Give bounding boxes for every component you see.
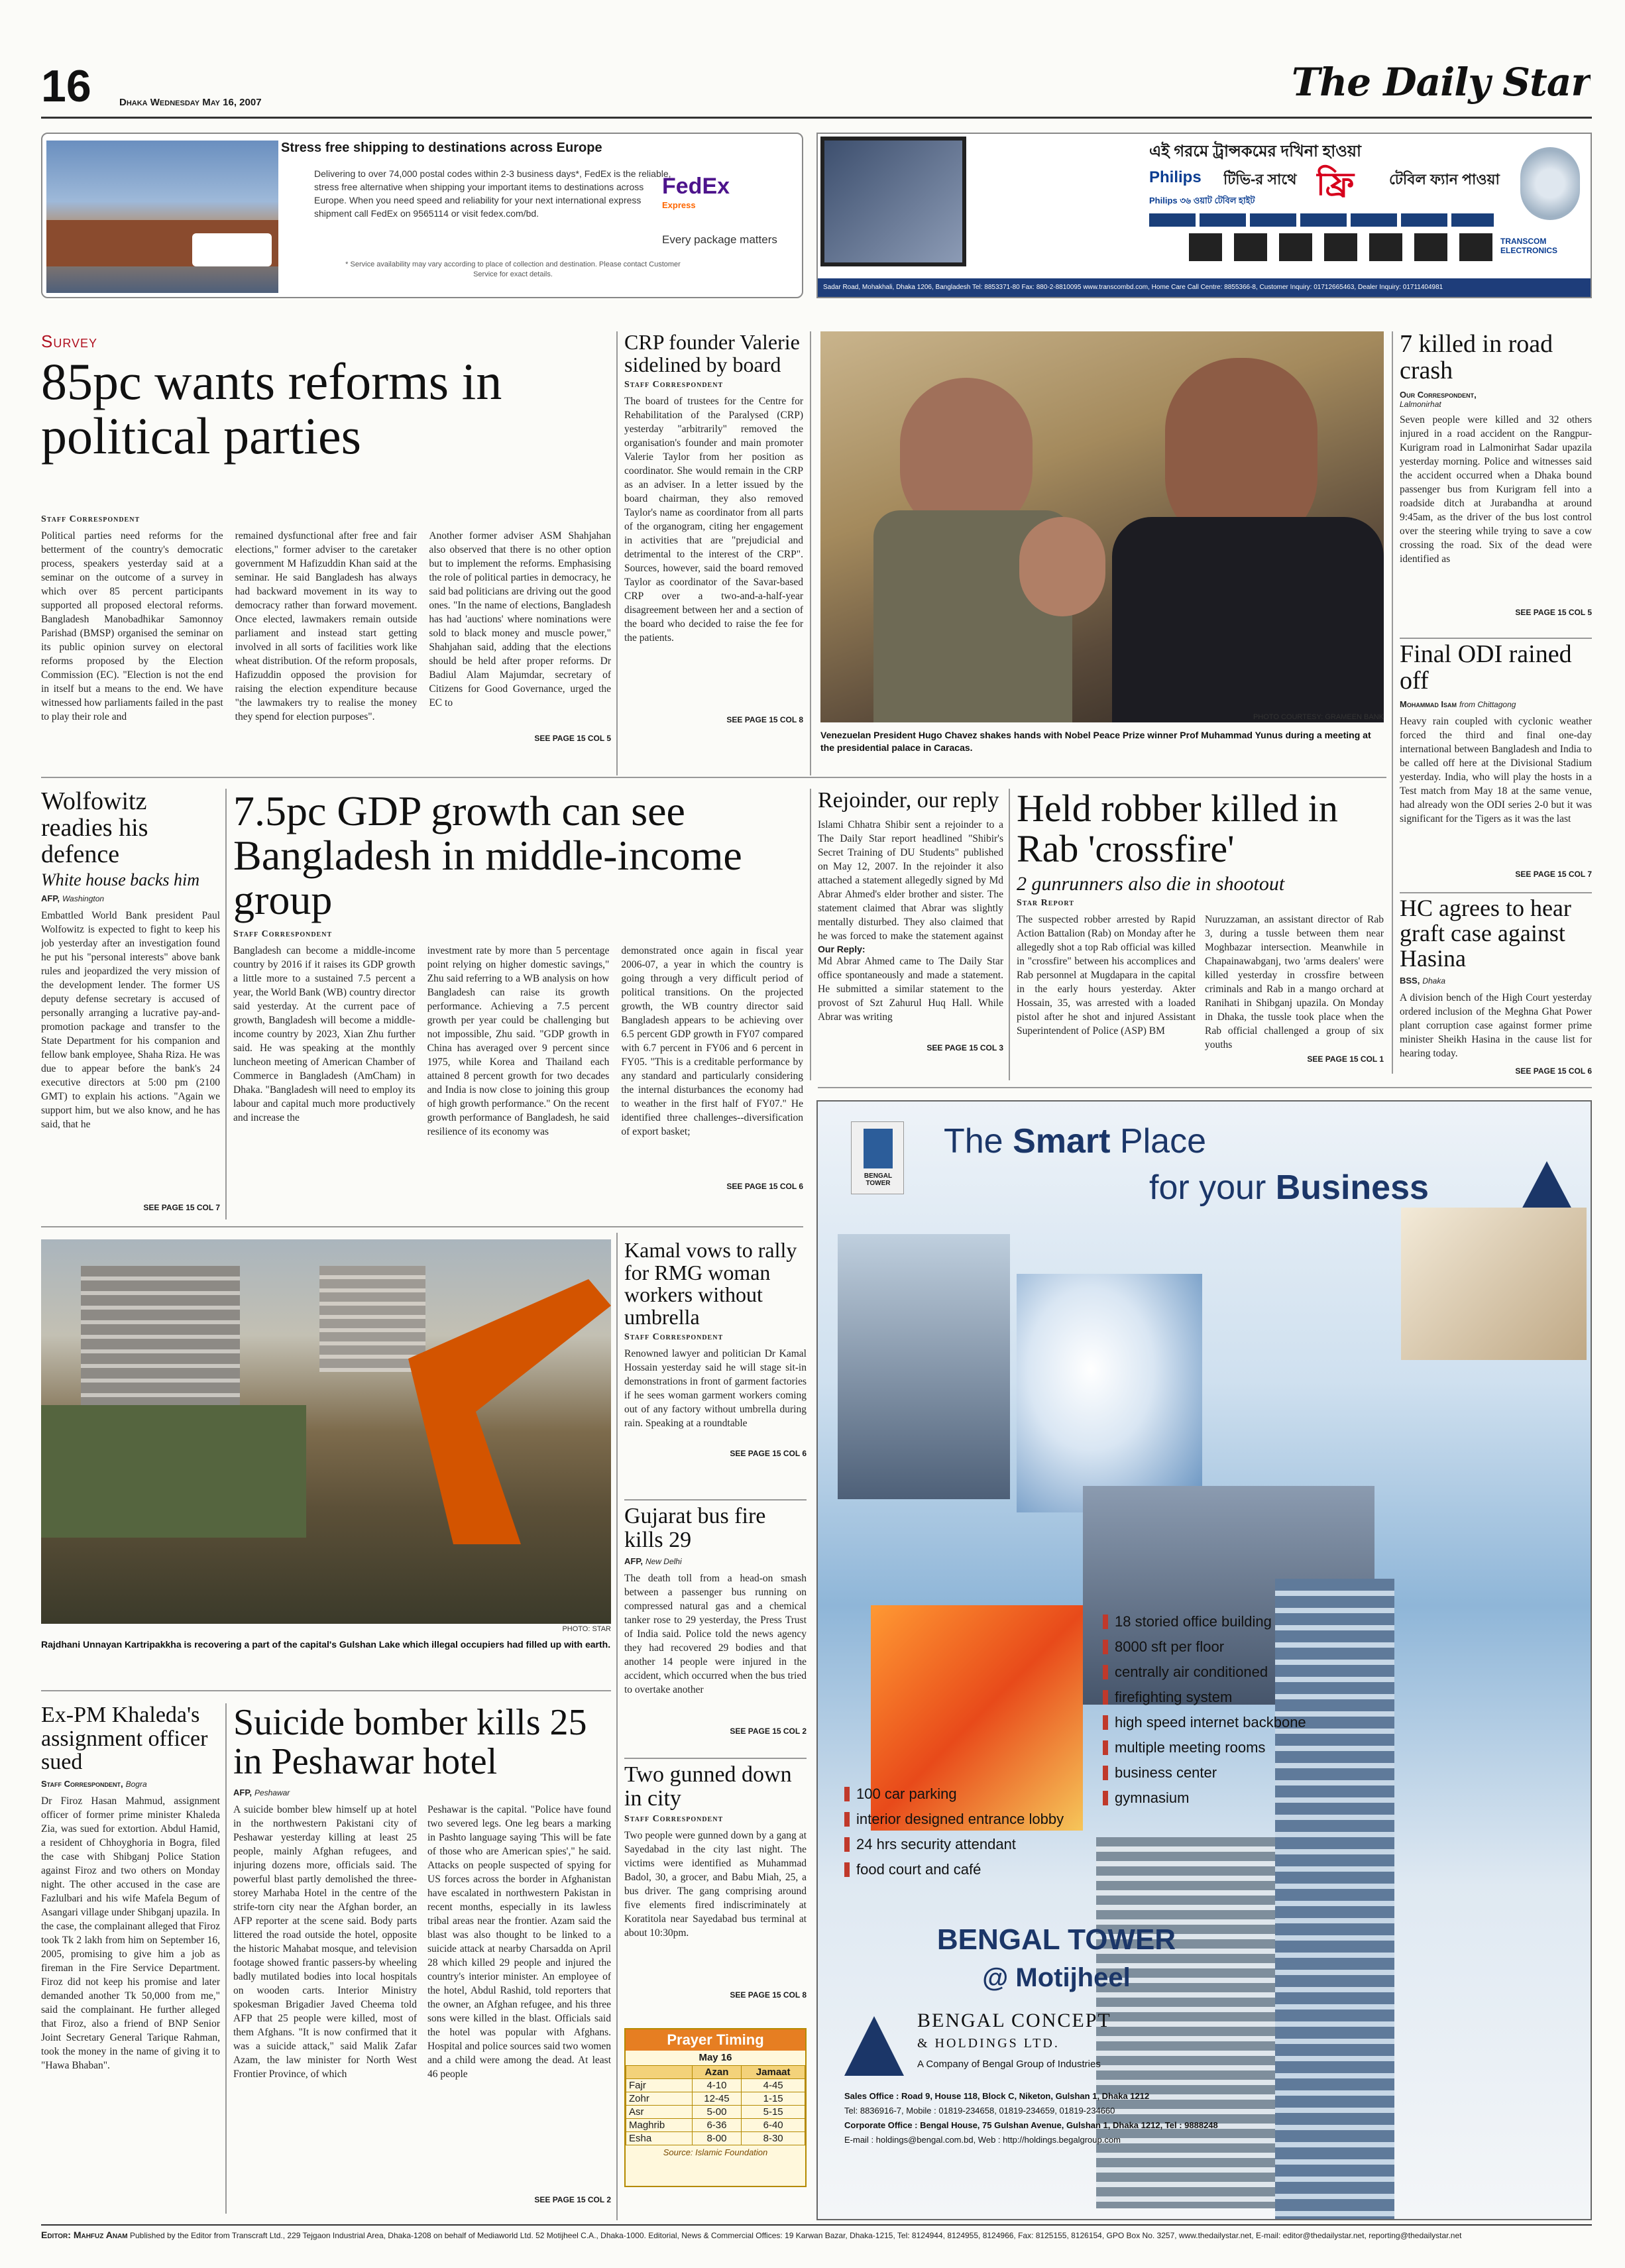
continued-link[interactable]: SEE PAGE 15 COL 8	[726, 715, 803, 725]
story-body: Dr Firoz Hasan Mahmud, assignment officer of former prime minister Khaleda Zia, was sued for extortion. Abdul Hamid, a resident of Chhoyghoria in Bogra, filed the case with Shibganj Police Station against Firoz and two others on Monday night. The other accused in the case are Fazlulbari and his wife Mafela Begum of Asangari village under Shibganj upazila. In the case, the complainant alleged that Firoz took Tk 2 lakh from him on September 16, 2005, promising to give him a job as fireman in the Fire Service Department. Firoz did not keep his promise and later demanded another Tk 50,000 from me," said the complainant. He further alleged that Firoz, also a friend of BNP Senior Joint Secretary General Tarique Rahman, took the money in the name of giving it to "Hawa Bhaban".	[41, 1795, 220, 2072]
story-headline[interactable]: Rejoinder, our reply	[818, 789, 999, 813]
story-dateline: Lalmonirhat	[1400, 399, 1441, 409]
suicide-story	[233, 1703, 611, 2214]
ad-features-left: 100 car parking interior designed entrance lobby 24 hrs security attendant food court and café	[844, 1778, 1123, 1910]
story-headline[interactable]: Ex-PM Khaleda's assignment officer sued	[41, 1703, 208, 1775]
story-byline: Our Correspondent,	[1400, 389, 1477, 400]
philips-logo: Philips	[1149, 168, 1202, 186]
prayer-date: May 16	[699, 2052, 732, 2063]
fedex-ad-photo	[46, 141, 278, 293]
story-dateline: Washington	[62, 893, 105, 903]
story-column: remained dysfunctional after free and fair elections," former adviser to the caretaker government M Hafizuddin Khan said at the seminar. He said Bangladesh has always had backward movement in its way to democracy rather than forward movement. Once elected, lawmakers remain outside parliament and instead start getting involved in all sorts of facilities work like wheat distribution. Of the reform proposals, Hafizuddin opposed the provision for raising the election expenditure because "the lawmakers try to realise the money they spend for election purposes".	[235, 530, 418, 722]
story-kicker: Survey	[41, 331, 98, 351]
chavez-yunus-photo	[820, 331, 1384, 722]
kamal-story	[624, 1239, 807, 1498]
story-byline: AFP,	[41, 893, 60, 903]
ad-company: BENGAL CONCEPT	[917, 2010, 1111, 2031]
fedex-ad-title: Stress free shipping to destinations across Europe	[281, 141, 602, 155]
photo-credit: PHOTO: STAR	[562, 1625, 611, 1633]
crash-story	[1400, 331, 1592, 636]
continued-link[interactable]: SEE PAGE 15 COL 5	[534, 734, 611, 743]
paper-name[interactable]: The Daily Star	[1291, 60, 1591, 105]
fedex-tagline: Every package matters	[662, 233, 777, 246]
gulshan-lake-photo	[41, 1239, 611, 1624]
prayer-title: Prayer Timing	[626, 2029, 805, 2051]
story-headline[interactable]: 7.5pc GDP growth can see Bangladesh in middle-income group	[233, 789, 742, 924]
crp-story	[624, 331, 803, 775]
story-column: Political parties need reforms for the betterment of the country's democratic process, speakers yesterday said at a seminar on the outcome of a survey in which over 85 percent participants supported all proposed electoral reforms. Bangladesh Manobadhikar Samonnoy Parishad (BMSP) organised the seminar on its public opinion survey on electoral reforms proposed by the Election Commission (EC). "Election is not the end in itself but a means to the end. We have witnessed how parliaments failed in the past to play their role and	[41, 530, 223, 722]
story-body: Heavy rain coupled with cyclonic weather forced the third and final one-day international between Bangladesh and India to be called off here at the Divisional Stadium yesterday. India, who will play the hosts in a Test match from May 18 at the same venue, had already won the ODI series 2-0 but it was significant for the Tigers as it was the last	[1400, 715, 1592, 824]
continued-link[interactable]: SEE PAGE 15 COL 3	[926, 1043, 1003, 1052]
bengal-tower-logo: BENGAL TOWER	[851, 1121, 904, 1194]
photo-credit: PHOTO COURTESY: GRAMEEN BANK	[1253, 713, 1384, 721]
story-byline: AFP,	[233, 1787, 252, 1797]
story-body: Islami Chhatra Shibir sent a rejoinder to a The Daily Star report headlined "Shibir's Secret Training of DU Students" published on May 12, 2007. In the rejoinder it also attached a statement allegedly signed by Md Abrar Ahmed's elder brother and sister. The statement claimed that Abrar was slightly mentally disturbed. They also claimed that he was forced to make the statement against	[818, 819, 1003, 942]
continued-link[interactable]: SEE PAGE 15 COL 5	[1515, 607, 1592, 617]
hc-story	[1400, 896, 1592, 1075]
fedex-ad-note: * Service availability may vary according to place of collection and destination. Please contact Customer Service for exact details.	[345, 260, 681, 278]
continued-link[interactable]: SEE PAGE 15 COL 6	[1515, 1066, 1592, 1075]
table-row: Zohr 12-45 1-15	[626, 2092, 805, 2106]
transcom-address: Sadar Road, Mohakhali, Dhaka 1206, Bangladesh Tel: 8853371-80 Fax: 880-2-8810095 www.transcombd.com, Home Care Call Centre: 8855366-8, Customer Inquiry: 01712665463, Dealer Inquiry: 01711404981	[818, 278, 1591, 297]
continued-link[interactable]: SEE PAGE 15 COL 6	[726, 1181, 803, 1191]
story-headline[interactable]: Final ODI rained off	[1400, 642, 1572, 695]
story-body: Renowned lawyer and politician Dr Kamal Hossain yesterday said he will stage sit-in demonstrations in front of garment factories if he sees woman garment workers coming out of any factory without umbrella during rain. Speaking at a roundtable	[624, 1348, 807, 1430]
photo-caption: Rajdhani Unnayan Kartripakkha is recovering a part of the capital's Gulshan Lake which illegal occupiers had filled up with earth.	[41, 1639, 611, 1650]
ad-features-right: 18 storied office building 8000 sft per floor centrally air conditioned firefighting system high speed internet backbone multiple meeting rooms business center gymnasium	[1103, 1605, 1328, 1850]
prayer-timing-box	[624, 2028, 807, 2187]
story-headline[interactable]: Two gunned down in city	[624, 1763, 792, 1811]
story-headline[interactable]: Kamal vows to rally for RMG woman workers without umbrella	[624, 1239, 797, 1329]
philips-line3: টেবিল ফ্যান পাওয়া	[1389, 171, 1500, 188]
story-byline: Staff Correspondent	[624, 1814, 724, 1825]
philips-free: ফ্রি	[1316, 167, 1355, 198]
ad-company-sub: & HOLDINGS LTD.	[917, 2036, 1060, 2051]
ad-tower-name: BENGAL TOWER	[936, 1923, 1176, 1956]
table-row: Fajr 4-10 4-45	[626, 2079, 805, 2092]
odi-story	[1400, 642, 1592, 893]
story-headline[interactable]: CRP founder Valerie sidelined by board	[624, 331, 800, 376]
story-dateline: New Delhi	[645, 1557, 682, 1567]
gunned-story	[624, 1763, 807, 2021]
story-byline: Staff Correspondent	[624, 1332, 724, 1343]
footer-imprint	[41, 2230, 1592, 2245]
story-body: Two people were gunned down by a gang at Sayedabad in the city last night. The victims were identified as Muhammad Badol, 30, a grocer, and Babu Miah, 25, a bus driver. The gang comprising around five elements fired indiscriminately at Koratitola near Sayedabad bus terminal at about 10:30pm.	[624, 1830, 807, 1939]
tv-icon	[820, 137, 966, 266]
robber-story	[1017, 789, 1388, 1080]
story-body: The death toll from a head-on smash between a passenger bus running on compressed natural gas and a chemical tanker rose to 29 yesterday, the Press Trust of India said. Police told the news agency they had recovered 29 bodies and that another 14 people were injured in the accident, which occurred when the bus tried to overtake another	[624, 1573, 807, 1696]
fedex-logo: FedEx	[662, 174, 730, 199]
ad-location: @ Motijheel	[982, 1963, 1131, 1992]
story-byline: AFP,	[624, 1556, 643, 1567]
story-body: Embattled World Bank president Paul Wolfowitz is expected to fight to keep his job yesterday after an investigation found he put his "personal interests" above bank rules and jeopardized the very mission of the development lender. The former US deputy defense secretary is accused of personally arranging a lucrative pay-and-promotion package and transfer to the State Department for his companion and fellow bank employee, Shaha Riza. He was due to appear before the bank's 24 executive directors at 5:00 pm (2100 GMT) to explain his actions. "Again we support him, but we also know, and he has said, that he	[41, 909, 220, 1130]
story-byline: Staff Correspondent	[41, 514, 140, 524]
ad-headline-1: The Smart Place	[944, 1122, 1206, 1161]
story-byline: Star Report	[1017, 898, 1074, 909]
tv-strip	[1149, 213, 1494, 227]
story-headline[interactable]: Wolfowitz readies his defence	[41, 789, 148, 868]
story-body: The board of trustees for the Centre for Rehabilitation of the Paralysed (CRP) yesterday "arbitrarily" removed the organisation's founder and main promoter Valerie Taylor from her position as coordinator. She would remain in the CRP as an adviser. In a letter issued by the board chairman, they also removed Taylor's name as coordinator from all parts of the organogram, citing her engagement in activities that are "prejudicial and detrimental to the interest of the CRP". Sources, however, said the board removed Taylor as coordinator of the Savar-based CRP over a two-and-a-half-year disagreement between her and a section of the board who decided to raise the fee for the patients.	[624, 396, 803, 644]
ad-photo-sky	[1017, 1274, 1202, 1512]
fedex-logo-sub: Express	[662, 200, 696, 210]
ad-photo-office	[838, 1234, 1010, 1499]
story-column: Another former adviser ASM Shahjahan also observed that there is no other option but to implement the reforms. Emphasising the role of political parties in democracy, he said bad politicians are driving out the good ones. "In the name of elections, Bangladesh has had 'auctions' where nominations were sold to black money and muscle power," Shahjahan said, adding that the elections should be held after proper reforms. Dr Badiul Alam Majumdar, secretary of Citizens for Good Governance, urged the EC to	[429, 530, 611, 709]
page-number: 16	[41, 62, 91, 110]
table-row: Maghrib 6-36 6-40	[626, 2119, 805, 2132]
rejoinder-story	[818, 789, 1003, 1080]
story-headline[interactable]: Suicide bomber kills 25 in Peshawar hotel	[233, 1703, 587, 1782]
footer-editor: Editor: Mahfuz Anam	[41, 2230, 128, 2240]
story-headline[interactable]: HC agrees to hear graft case against Hasina	[1400, 896, 1571, 972]
story-headline[interactable]: 85pc wants reforms in political parties	[41, 353, 502, 465]
story-dateline: from Chittagong	[1459, 699, 1516, 709]
truck-icon	[192, 233, 272, 266]
story-body: Md Abrar Ahmed came to The Daily Star office spontaneously and made a statement. He submitted a similar statement to the provost of Szt Zahurul Huq Hall. While Abrar was writing	[818, 955, 1003, 1023]
story-column: Nuruzzaman, an assistant director of Rab 3, during a tussle between them near Moghbazar intersection. Meanwhile in Chapainawabganj, two 'arms dealers' were killed yesterday in crossfire between criminals and Rab in a mango orchard at Ranihati in Shibganj upazila. On Monday in Dhaka, the tussle took place when the Rab official challenged a group of six youths	[1205, 914, 1384, 1051]
continued-link[interactable]: SEE PAGE 15 COL 7	[143, 1202, 220, 1212]
dateline: Dhaka Wednesday May 16, 2007	[119, 97, 262, 108]
story-byline: Mohammad Isam	[1400, 699, 1457, 709]
prayer-source: Source: Islamic Foundation	[663, 2147, 768, 2157]
fan-icon	[1520, 147, 1580, 220]
story-column: Peshawar is the capital. "Police have found two severed legs. One leg bears a marking in Pashto language saying 'This will be fate of those who are American spies'," he said. Attacks on people suspected of spying for US forces across the border in Afghanistan have escalated in northwestern Pakistan in recent months, especially in its lawless tribal areas near the frontier. Azam said the blast was also thought to be linked to a suicide attack at nearby Charsadda on April 28 which killed 29 people and injured the country's interior minister. An employee of the hotel, Abdul Rashid, told reporters that the owner, an Afghan refugee, and his three sons were killed in the blast. Officials said the hotel was popular with Afghans. Hospital and police sources said two women and a child were among the dead. At least 46 people	[427, 1803, 611, 2080]
continued-link[interactable]: SEE PAGE 15 COL 1	[1307, 1054, 1384, 1064]
story-body: A division bench of the High Court yesterday ordered inclusion of the Meghna Ghat Power plant corruption case against former prime minister Sheikh Hasina in the cause list for hearing today.	[1400, 992, 1592, 1060]
story-headline[interactable]: Held robber killed in Rab 'crossfire'	[1017, 789, 1338, 870]
bengal-tower-ad[interactable]	[816, 1100, 1592, 2220]
philips-small: Philips ৩৬ ওয়াট টেবিল হাইট	[1149, 196, 1255, 205]
transcom-logo: TRANSCOM ELECTRONICS	[1500, 237, 1558, 255]
story-column: demonstrated once again in fiscal year 2006-07, a year in which the country is going through a very difficult period of political transitions. On the projected growth, the WB country director said Bangladesh appears to be achieving over 6.5 percent GDP growth in FY07 compared with 6.7 percent in FY06 and 6 percent in FY05. "This is a creditable performance by any standard and particularly considering the internal disturbances the economy had to weather in the first half of FY07." He identified three challenges--diversification of export basket;	[621, 944, 803, 1137]
footer-text: Published by the Editor from Transcraft Ltd., 229 Tejgaon Industrial Area, Dhaka-1208 on behalf of Mediaworld Ltd. 52 Motijheel C.A., Dhaka-1000. Editorial, News & Commercial Offices: 19 Karwan Bazar, Dhaka-1215, Tel: 8124944, 8124955, 8124966, Fax: 8125155, 8126154, GPO Box No. 3257, www.thedailystar.net, E-mail: editor@thedailystar.net, reporting@thedailystar.net	[129, 2231, 1462, 2240]
story-byline: BSS,	[1400, 976, 1420, 986]
ad-headline-2: for your Business	[1149, 1168, 1429, 1207]
survey-body	[41, 510, 611, 762]
story-column: The suspected robber arrested by Rapid Action Battalion (Rab) on Monday after he allegedly shot a top Rab official was killed in "crossfire" between his accomplices and Rab personnel at Mugdapara in the capital in the early hours yesterday. Akter Hossain, 35, was arrested with a loaded pistol after he shot and injured Assistant Superintendent of Police (ASP) BM	[1017, 914, 1196, 1037]
story-dateline: Peshawar	[254, 1787, 290, 1797]
story-subhead: 2 gunrunners also die in shootout	[1017, 872, 1285, 895]
wolfowitz-story	[41, 789, 220, 1219]
ad-photo-coffee	[1401, 1208, 1587, 1360]
story-column: Bangladesh can become a middle-income country by 2016 if it raises its GDP growth a little more to a sustained 7.5 percent a year, the World Bank (WB) country director said yesterday. At the current pace of growth, Bangladesh will become a middle-income country by 2023, Xian Zhu further said. He was speaking at the monthly luncheon meeting of American Chamber of Commerce in Bangladesh (AmCham) in Dhaka. "Bangladesh will need to employ its labour and capital much more productively and increase the	[233, 944, 416, 1123]
reply-label: Our Reply:	[818, 943, 866, 954]
photo-caption: Venezuelan President Hugo Chavez shakes hands with Nobel Peace Prize winner Prof Muhammad Yunus during a meeting at the presidential palace in Caracas.	[820, 730, 1371, 753]
story-byline: Staff Correspondent	[624, 380, 724, 390]
story-byline: Staff Correspondent,	[41, 1779, 123, 1789]
story-subhead: White house backs him	[41, 870, 200, 889]
prayer-table: Azan Jamaat Fajr 4-10 4-45 Zohr 12-45 1-15 Asr 5-00 5-15 Maghrib 6-36 6-40 Esha 8-00 8-30	[626, 2065, 805, 2145]
continued-link[interactable]: SEE PAGE 15 COL 6	[730, 1449, 807, 1459]
philips-line2: টিভি-র সাথে	[1223, 171, 1297, 188]
gujarat-story	[624, 1504, 807, 1756]
story-column: investment rate by more than 5 percentage point relying on higher domestic savings," Zhu said referring to a WB analysis on how Bangladesh can raise its growth performance. Achieving a 7.5 percent growth per year could be challenging but not impossible, Zhu said. "GDP growth in China has averaged over 9 percent since 1975, while Korea and Thailand each attained 8 percent growth for two decades and India is now close to joining this group of high growth performance." On the recent growth performance of Bangladesh, he said resilience of its economy was	[427, 944, 610, 1137]
fedex-ad[interactable]	[41, 133, 803, 298]
story-dateline: Bogra	[125, 1780, 147, 1789]
story-dateline: Dhaka	[1422, 976, 1446, 986]
khaleda-story	[41, 1703, 220, 2214]
gdp-story	[233, 789, 803, 1219]
continued-link[interactable]: SEE PAGE 15 COL 2	[730, 1727, 807, 1736]
bengal-triangle-icon	[1520, 1161, 1573, 1212]
philips-ad[interactable]	[816, 133, 1592, 298]
philips-ad-headline: এই গরমে ট্রান্সকমের দখিনা হাওয়া	[1149, 142, 1362, 160]
ad-company-group: A Company of Bengal Group of Industries	[917, 2059, 1101, 2070]
tv-models	[1189, 233, 1494, 261]
continued-link[interactable]: SEE PAGE 15 COL 8	[730, 1990, 807, 2000]
story-column: A suicide bomber blew himself up at hotel in the northwestern Pakistani city of Peshawar yesterday killing at least 25 people, mainly Afghan refugees, and injuring dozens more, officials said. The powerful blast partly demolished the three-storey Marhaba Hotel in the centre of the strife-torn city near the Afghan border, an AFP reporter at the scene said. Body parts littered the road outside the hotel, opposite the historic Mahabat mosque, and television footage showed frantic passers-by wheeling badly mutilated bodies into local hospitals on wooden carts. Interior Ministry spokesman Brigadier Javed Cheema told AFP that 25 people were killed, most of them Afghans. "It is now confirmed that it was a suicide attack," said Malik Zafar Azam, the law minister for North West Frontier Province, of which	[233, 1803, 417, 2080]
story-headline[interactable]: Gujarat bus fire kills 29	[624, 1504, 766, 1552]
story-headline[interactable]: 7 killed in road crash	[1400, 331, 1553, 384]
continued-link[interactable]: SEE PAGE 15 COL 7	[1515, 869, 1592, 879]
fedex-ad-body: Delivering to over 74,000 postal codes within 2-3 business days*, FedEx is the reliable, stress free alternative when shipping your important items to destinations across Europe. When you need speed and reliability for your next international express shipment call FedEx on 9565114 or visit fedex.com/bd.	[314, 168, 671, 219]
story-body: Seven people were killed and 32 others injured in a road accident on the Rangpur-Kurigram road in Lalmonirhat Sadar upazila yesterday morning. Police and witnesses said the accident occurred when a Dhaka bound passenger bus from Kurigram fell into a roadside ditch at Jurabandha at around 9:45am, as the driver of the bus lost control over the steering while trying to save a cow crossing the road. Six of the dead were identified as	[1400, 414, 1592, 565]
table-row: Asr 5-00 5-15	[626, 2106, 805, 2119]
ad-contact: Sales Office : Road 9, House 118, Block C, Niketon, Gulshan 1, Dhaka 1212 Tel: 8836916-7, Mobile : 01819-234658, 01819-234659, 01819-234660 Corporate Office : Bengal House, 75 Gulshan Avenue, Gulshan 1, Dhaka 1212, Tel : 9888248 E-mail : holdings@bengal.com.bd, Web : http://holdings.begalgroup.com	[844, 2091, 1218, 2145]
table-row: Esha 8-00 8-30	[626, 2132, 805, 2145]
continued-link[interactable]: SEE PAGE 15 COL 2	[534, 2194, 611, 2204]
story-byline: Staff Correspondent	[233, 929, 333, 939]
